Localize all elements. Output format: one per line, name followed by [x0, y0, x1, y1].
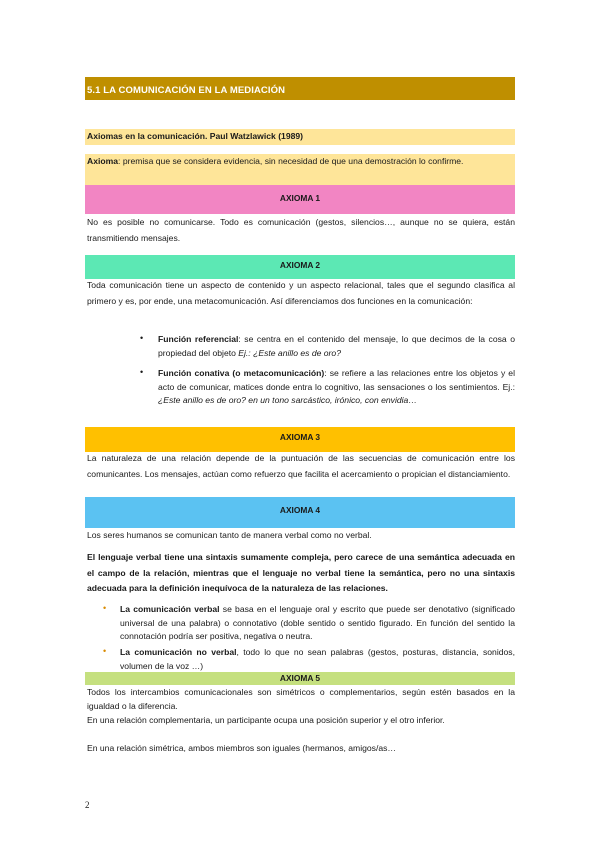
- axiom4-banner: [85, 497, 515, 528]
- axiom5-text3: En una relación simétrica, ambos miembros son iguales (hermanos, amigos/as…: [87, 743, 397, 753]
- axiom2-item-2-example: ¿Este anillo es de oro? en un tono sarcástico, irónico, con envidia…: [158, 395, 417, 405]
- axiom2-item-2: [158, 367, 515, 408]
- axiom5-label: AXIOMA 5: [279, 673, 321, 683]
- axiom4-text2-bold: El lenguaje verbal tiene una sintaxis sumamente compleja, pero carece de una semántica adecuada en el campo de la relación, mientras que el lenguaje no verbal tiene la semántica, pero no una sintaxis adecuada para la definición inequívoca de la naturaleza de las relaciones.: [87, 552, 515, 593]
- axiom2-item-1: [158, 333, 515, 360]
- bullet-icon: •: [103, 603, 107, 613]
- axiom1-label: AXIOMA 1: [279, 193, 321, 203]
- axiom3-text: La naturaleza de una relación depende de la puntuación de las secuencias de comunicación entre los comunicantes. Los mensajes, actúan como refuerzo que facilita el acercamiento o propician el distanciamiento.: [87, 453, 515, 479]
- bullet-icon: •: [103, 646, 107, 656]
- axiom2-item-1-text: : se centra en el contenido del mensaje, lo que decimos de la cosa o propiedad del objeto: [158, 334, 515, 358]
- axiom-definition: [87, 154, 515, 170]
- axiom1-banner: [85, 185, 515, 214]
- axiom2-item-2-text: : se refiere a las relaciones entre los objetos y el acto de comunicar, matices donde entra lo cognitivo, las sensaciones o los sentimientos. Ej.:: [158, 368, 515, 392]
- axiom4-item-2: [120, 646, 515, 673]
- axiom2-item-2-term: Función conativa (o metacomunicación): [158, 368, 325, 378]
- axiom3-banner: [85, 427, 515, 452]
- axiom4-text2: [87, 550, 515, 597]
- axiom5-banner: [85, 672, 515, 685]
- axiom2-text: Toda comunicación tiene un aspecto de contenido y un aspecto relacional, tales que el segundo clasifica al primero y es, por ende, una metacomunicación. Así diferenciamos dos funciones en la comunicación:: [87, 280, 515, 306]
- bullet-icon: •: [140, 367, 144, 377]
- page-number: 2: [85, 800, 90, 810]
- axiom4-item-1-text: se basa en el lenguaje oral y escrito que puede ser denotativo (significado universal de una palabra) o connotativo (doble sentido o sentido figurado. En función del sentido la connotación podría ser positiva, negativa o neutra.: [120, 604, 516, 641]
- axiom4-item-1-term: La comunicación verbal: [120, 604, 220, 614]
- section-title: 5.1 LA COMUNICACIÓN EN LA MEDIACIÓN: [85, 77, 515, 100]
- bullet-icon: •: [140, 333, 144, 343]
- axiom2-item-1-example: Ej.: ¿Este anillo es de oro?: [238, 347, 341, 358]
- axiom1-text: No es posible no comunicarse. Todo es comunicación (gestos, silencios…, aunque no se quiera, están transmitiendo mensajes.: [87, 217, 515, 243]
- axiom4-item-2-text: , todo lo que no sean palabras (gestos, posturas, distancia, sonidos, volumen de la voz …): [120, 647, 515, 671]
- axiom5-text: Todos los intercambios comunicacionales son simétricos o complementarios, según estén basados en la igualdad o la diferencia.: [87, 687, 515, 711]
- axiom2-item-1-term: Función referencial: [158, 334, 239, 344]
- axiom4-text: Los seres humanos se comunican tanto de manera verbal como no verbal.: [87, 530, 372, 540]
- axiom3-label: AXIOMA 3: [279, 432, 321, 442]
- axiom4-item-1: [120, 603, 515, 644]
- axiom2-label: AXIOMA 2: [279, 260, 321, 270]
- axiom5-text2: En una relación complementaria, un participante ocupa una posición superior y el otro inferior.: [87, 715, 445, 725]
- axiom2-banner: [85, 255, 515, 279]
- axiom-definition-term: Axioma: [87, 156, 119, 166]
- axioms-heading: Axiomas en la comunicación. Paul Watzlawick (1989): [87, 131, 304, 141]
- axiom-definition-text: : premisa que se considera evidencia, sin necesidad de que una demostración lo confirme.: [118, 156, 464, 166]
- axiom4-label: AXIOMA 4: [279, 505, 321, 515]
- axiom4-item-2-term: La comunicación no verbal: [120, 647, 237, 657]
